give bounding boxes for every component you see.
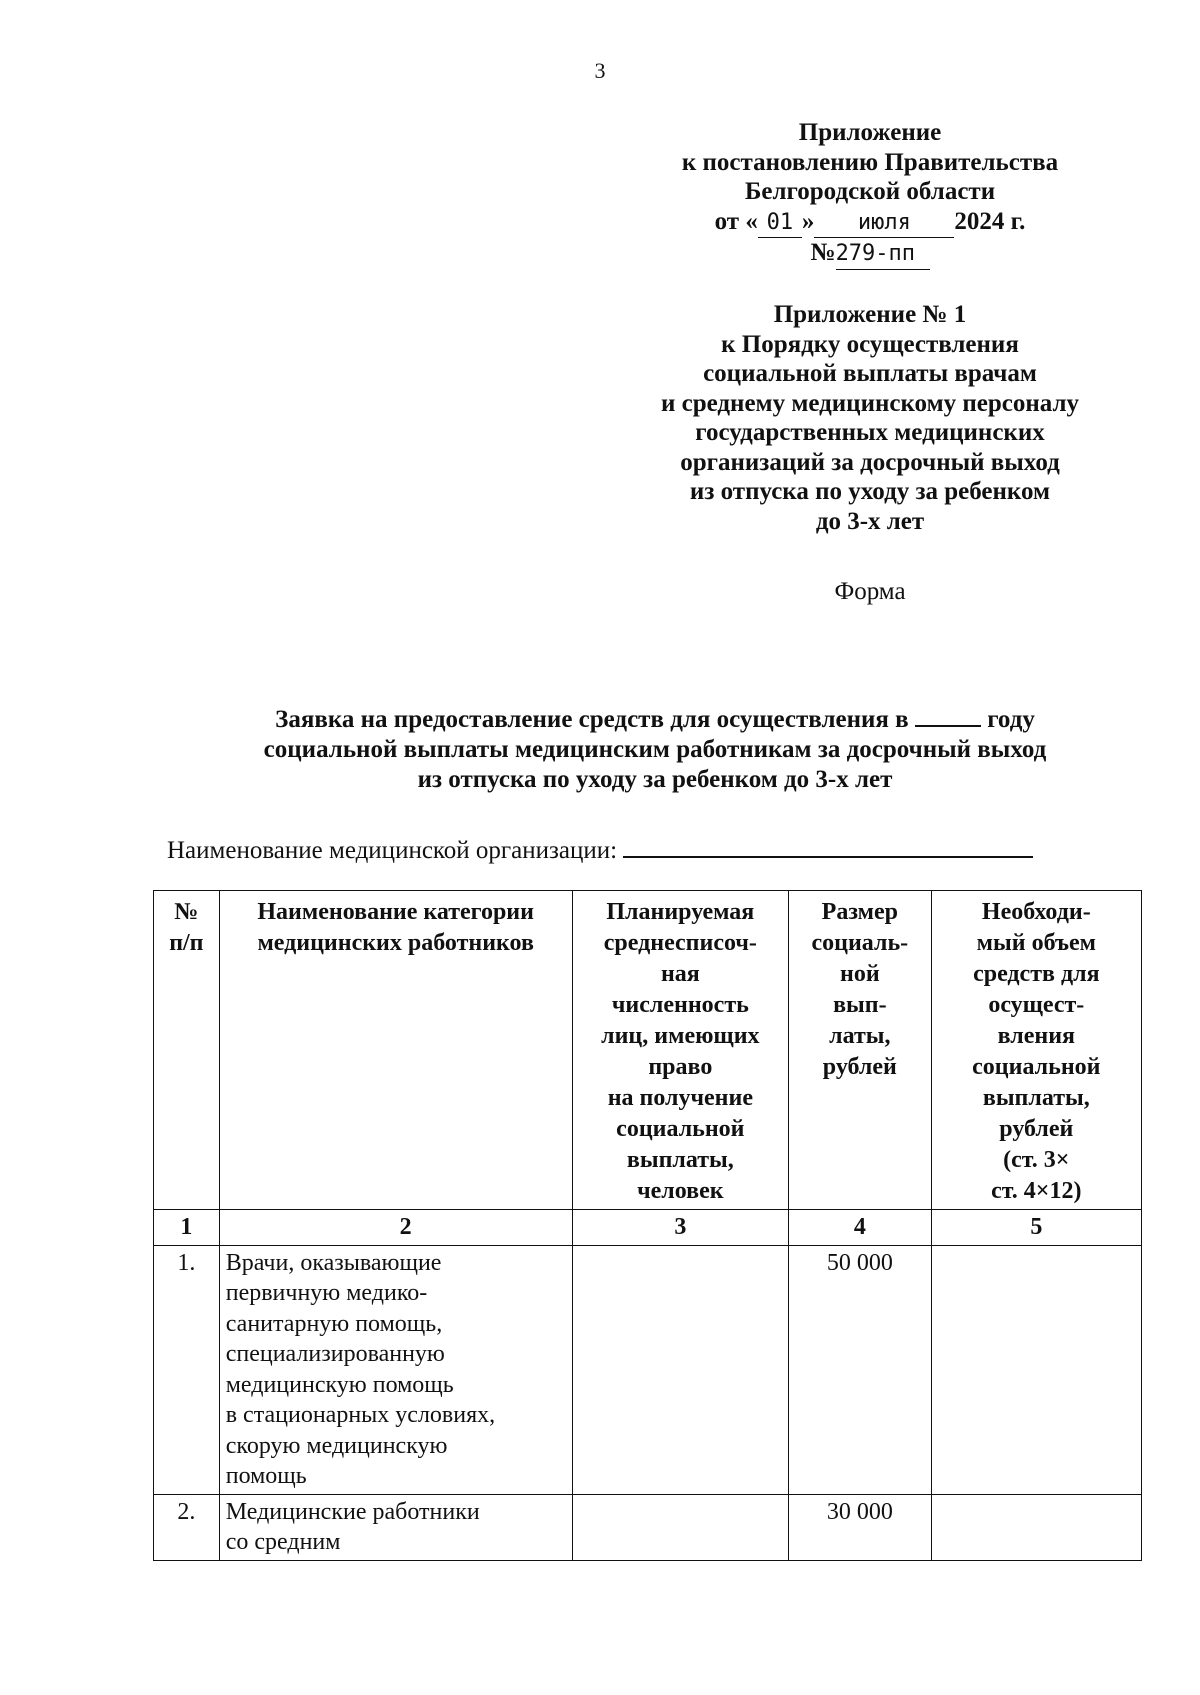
date-prefix: от «	[714, 207, 758, 235]
appendix-line: Приложение № 1	[773, 301, 967, 328]
planned-count-cell[interactable]	[572, 1245, 788, 1494]
header-cell: Размер социаль- ной вып- латы, рублей	[789, 891, 932, 1210]
column-number-row	[154, 1210, 1142, 1246]
table-row	[154, 1494, 1142, 1560]
appendix-line: из отпуска по уходу за ребенком	[689, 478, 1051, 505]
row-number: 2.	[154, 1494, 220, 1560]
planned-count-cell[interactable]	[572, 1494, 788, 1560]
date-month: июля	[814, 208, 954, 239]
appendix-line: до 3-х лет	[815, 507, 925, 535]
title-line-2: социальной выплаты медицинским работникам за досрочный выход	[263, 736, 1047, 763]
appendix-line: социальной выплаты врачам	[703, 360, 1037, 387]
row-number: 1.	[154, 1245, 220, 1494]
approval-line: Белгородской области	[744, 178, 996, 205]
payment-amount: 30 000	[789, 1494, 932, 1560]
title-line-1-start: Заявка на предоставление средств для осуществления в	[275, 706, 909, 733]
organization-blank[interactable]	[623, 834, 1033, 858]
table-row	[154, 1245, 1142, 1494]
column-number: 2	[219, 1210, 572, 1246]
organization-line	[167, 834, 1033, 865]
approval-number-line	[600, 238, 1140, 270]
total-amount-cell[interactable]	[931, 1494, 1141, 1560]
header-cell: Наименование категории медицинских работников	[219, 891, 572, 1210]
approval-line: к постановлению Правительства	[681, 148, 1059, 176]
header-cell: № п/п	[154, 891, 220, 1210]
organization-label: Наименование медицинской организации:	[167, 837, 618, 864]
approval-date-line	[600, 207, 1140, 239]
title-line-1-end: году	[987, 706, 1035, 733]
category-name: Медицинские работники со средним	[219, 1494, 572, 1560]
approval-block	[600, 118, 1140, 270]
column-number: 4	[789, 1210, 932, 1246]
document-title	[150, 705, 1160, 795]
appendix-line: и среднему медицинскому персоналу	[660, 389, 1080, 417]
date-day: 01	[758, 208, 802, 239]
number-prefix: №	[810, 239, 836, 266]
date-year: 2024 г.	[954, 207, 1026, 235]
payment-amount: 50 000	[789, 1245, 932, 1494]
column-number: 5	[931, 1210, 1141, 1246]
header-cell: Планируемая среднесписоч- ная численность лиц, имеющих право на получение социальной выплаты, человек	[572, 891, 788, 1210]
year-blank[interactable]	[915, 705, 981, 727]
appendix-block	[600, 300, 1140, 536]
page-number: 3	[594, 58, 606, 83]
title-line-1	[150, 705, 1160, 735]
date-mid: »	[801, 207, 815, 235]
header-cell: Необходи- мый объем средств для осущест- вления социальной выплаты, рублей (ст. 3× ст. 4×12)	[931, 891, 1141, 1210]
form-label: Форма	[834, 578, 906, 605]
column-number: 3	[572, 1210, 788, 1246]
appendix-line: организаций за досрочный выход	[680, 448, 1060, 476]
appendix-line: к Порядку осуществления	[721, 330, 1019, 358]
number-value: 279-пп	[836, 239, 930, 270]
title-line-3: из отпуска по уходу за ребенком до 3-х лет	[417, 766, 893, 793]
total-amount-cell[interactable]	[931, 1245, 1141, 1494]
category-name: Врачи, оказывающие первичную медико- санитарную помощь, специализированную медицинскую помощь в стационарных условиях, скорую медицинскую помощь	[219, 1245, 572, 1494]
header-row	[154, 891, 1142, 1210]
approval-line: Приложение	[798, 119, 942, 146]
appendix-line: государственных медицинских	[695, 419, 1045, 446]
column-number: 1	[154, 1210, 220, 1246]
application-table	[153, 890, 1142, 1561]
